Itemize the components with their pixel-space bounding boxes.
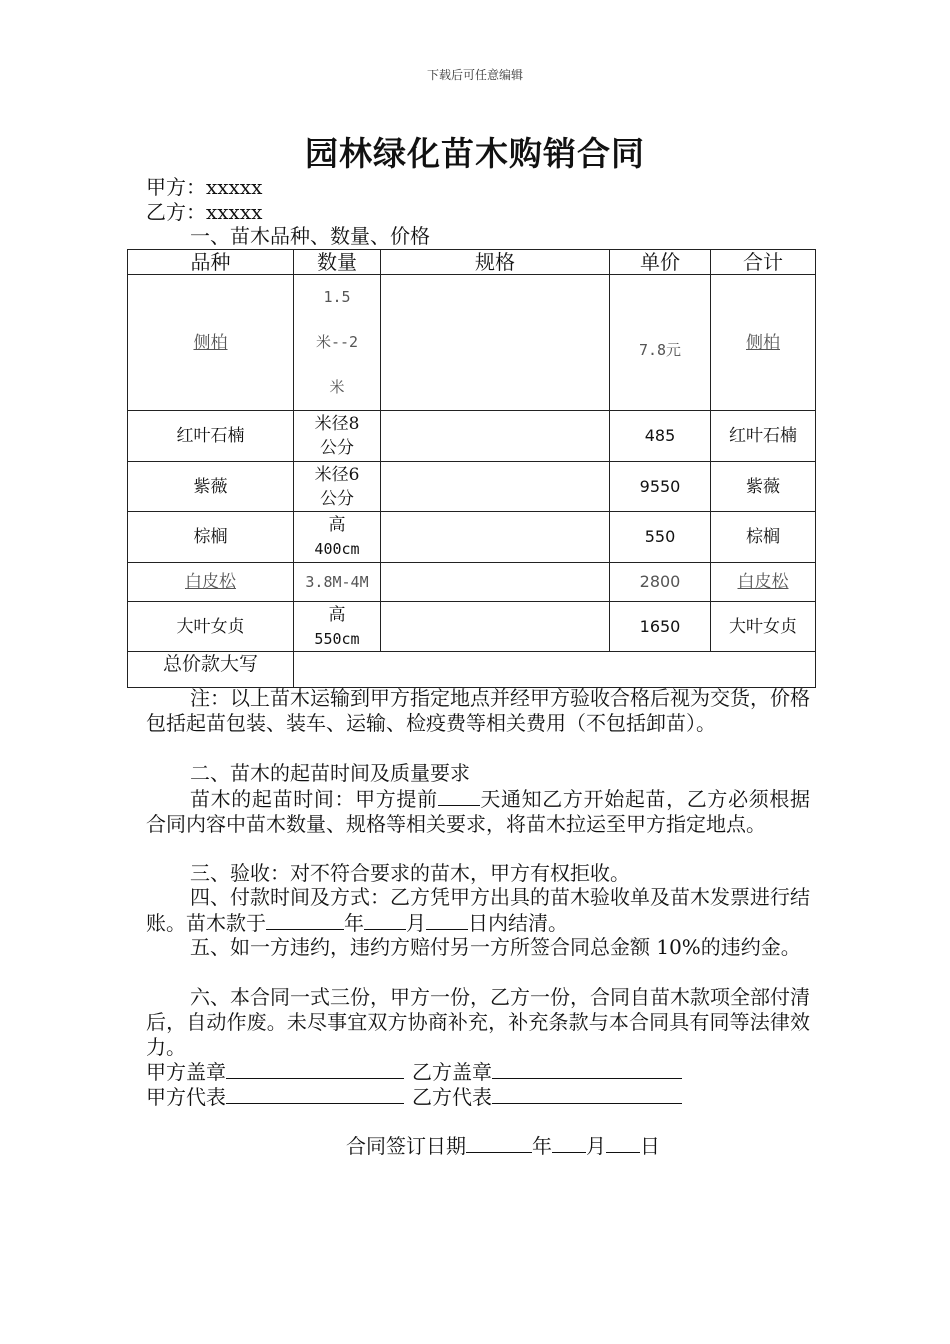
total-price-value [294, 652, 816, 688]
cell-variety: 棕榈 [128, 512, 294, 563]
payment-day-blank [426, 910, 468, 930]
table-row [128, 512, 816, 563]
cell-total: 大叶女贞 [711, 602, 816, 652]
party-b-rep-blank [492, 1084, 682, 1104]
party-b-seal [412, 1059, 682, 1085]
cell-variety: 红叶石楠 [128, 411, 294, 462]
header-total: 合计 [711, 250, 816, 275]
cell-spec [381, 275, 610, 411]
party-a-seal-label: 甲方盖章 [146, 1060, 226, 1084]
header-note: 下载后可任意编辑 [426, 68, 523, 82]
qty-line: 米径6 [314, 464, 360, 485]
cell-total: 侧柏 [711, 275, 816, 411]
qty-line: 公分 [320, 488, 354, 509]
table-row [128, 602, 816, 652]
party-a-rep-blank [226, 1084, 404, 1104]
qty-line: 米--2 [315, 333, 359, 351]
cell-quantity [294, 275, 381, 411]
cell-spec [381, 462, 610, 512]
payment-day-label: 日内结清。 [468, 911, 568, 935]
sign-year-blank [466, 1133, 532, 1153]
table-row [128, 462, 816, 512]
party-b-line: 乙方：xxxxx [146, 200, 263, 224]
header-quantity: 数量 [294, 250, 381, 275]
cell-spec [381, 411, 610, 462]
party-b-representative [412, 1084, 682, 1110]
cell-unit-price: 1650 [610, 602, 711, 652]
cell-unit-price: 7.8元 [610, 275, 711, 411]
qty-line: 公分 [320, 438, 354, 458]
qty-line: 高 [328, 604, 346, 625]
cell-total: 红叶石楠 [711, 411, 816, 462]
qty-line: 高 [328, 515, 346, 535]
party-b-seal-label: 乙方盖章 [412, 1060, 492, 1084]
cell-variety: 紫薇 [128, 462, 294, 512]
notice-days-blank [438, 786, 480, 806]
payment-month-label: 月 [406, 911, 426, 935]
cell-spec [381, 512, 610, 563]
qty-line: 米 [329, 378, 345, 396]
cell-variety: 白皮松 [128, 563, 294, 602]
section4-paragraph [146, 885, 810, 936]
sign-month-label: 月 [586, 1134, 606, 1158]
cell-unit-price: 2800 [610, 563, 711, 602]
section4-text-pre: 四、付款时间及方式：乙方凭甲方出具的苗木验收单及苗木发票进行结账。苗木款于 [146, 885, 810, 935]
table-row [128, 411, 816, 462]
cell-quantity [294, 602, 381, 652]
cell-unit-price: 550 [610, 512, 711, 563]
cell-total: 棕榈 [711, 512, 816, 563]
header-variety: 品种 [128, 250, 294, 275]
cell-quantity: 3.8M-4M [294, 563, 381, 602]
cell-total: 紫薇 [711, 462, 816, 512]
note-paragraph: 注：以上苗木运输到甲方指定地点并经甲方验收合格后视为交货，价格包括起苗包装、装车、运输、检疫费等相关费用（不包括卸苗）。 [146, 686, 810, 735]
party-b-seal-blank [492, 1059, 682, 1079]
payment-month-blank [364, 910, 406, 930]
qty-line: 550cm [314, 629, 360, 648]
table-row [128, 275, 816, 411]
sign-date-line [346, 1133, 660, 1159]
section2-text-pre: 苗木的起苗时间：甲方提前 [190, 787, 438, 811]
table-row [128, 563, 816, 602]
table-header-row [128, 250, 816, 275]
cell-unit-price: 485 [610, 411, 711, 462]
section1-heading: 一、苗木品种、数量、价格 [190, 224, 430, 248]
sign-date-label: 合同签订日期 [346, 1134, 466, 1158]
payment-year-blank [266, 910, 344, 930]
header-unit-price: 单价 [610, 250, 711, 275]
total-price-label: 总价款大写 [128, 652, 294, 688]
sign-year-label: 年 [532, 1134, 552, 1158]
section2-text-post: 天通知乙方开始起苗，乙方必须根据合同内容中苗木数量、规格等相关要求，将苗木拉运至甲方指定地点。 [146, 787, 811, 836]
cell-quantity [294, 512, 381, 563]
section5-paragraph: 五、如一方违约，违约方赔付另一方所签合同总金额 10%的违约金。 [190, 935, 801, 959]
party-a-seal-blank [226, 1059, 404, 1079]
cell-spec [381, 563, 610, 602]
total-price-row [128, 652, 816, 688]
section3-paragraph: 三、验收：对不符合要求的苗木，甲方有权拒收。 [190, 861, 630, 885]
cell-variety: 大叶女贞 [128, 602, 294, 652]
cell-spec [381, 602, 610, 652]
cell-quantity [294, 411, 381, 462]
qty-line: 400cm [314, 540, 360, 558]
party-a-seal [146, 1059, 404, 1085]
cell-variety: 侧柏 [128, 275, 294, 411]
cell-quantity [294, 462, 381, 512]
party-a-representative [146, 1084, 404, 1110]
qty-line: 1.5 [323, 288, 351, 306]
party-a-rep-label: 甲方代表 [146, 1085, 226, 1109]
party-b-rep-label: 乙方代表 [412, 1085, 492, 1109]
sign-month-blank [552, 1133, 586, 1153]
section6-paragraph: 六、本合同一式三份，甲方一份，乙方一份，合同自苗木款项全部付清后，自动作废。未尽事宜双方协商补充，补充条款与本合同具有同等法律效力。 [146, 985, 810, 1059]
section2-heading: 二、苗木的起苗时间及质量要求 [190, 761, 470, 785]
qty-line: 米径8 [314, 414, 360, 434]
goods-table [127, 249, 816, 688]
payment-year-label: 年 [344, 911, 364, 935]
cell-total: 白皮松 [711, 563, 816, 602]
cell-unit-price: 9550 [610, 462, 711, 512]
header-spec: 规格 [381, 250, 610, 275]
sign-day-label: 日 [640, 1134, 660, 1158]
sign-day-blank [606, 1133, 640, 1153]
party-a-line: 甲方：xxxxx [146, 175, 263, 199]
section2-body [146, 786, 810, 837]
document-title: 园林绿化苗木购销合同 [305, 134, 645, 173]
